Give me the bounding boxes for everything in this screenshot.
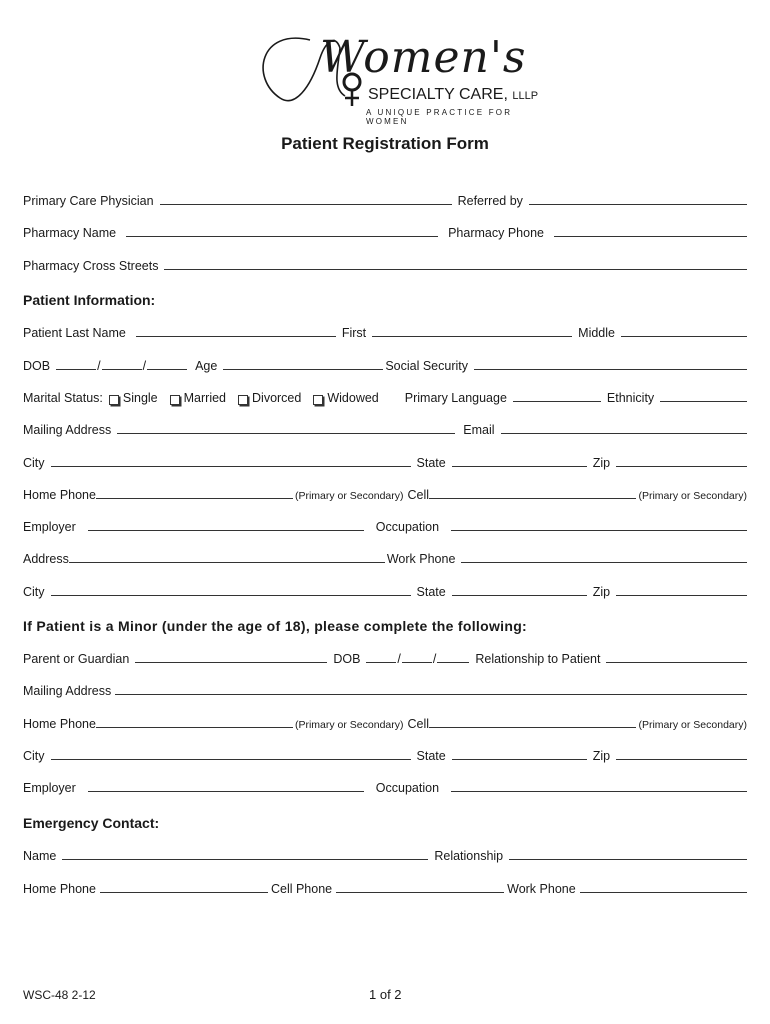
pharmacy-cross-label: Pharmacy Cross Streets bbox=[23, 259, 159, 273]
referred-by-field[interactable] bbox=[529, 190, 747, 205]
minor-cell-note: (Primary or Secondary) bbox=[638, 719, 747, 731]
age-label: Age bbox=[195, 359, 218, 373]
minor-occupation-field[interactable] bbox=[451, 777, 747, 792]
home-phone-note: (Primary or Secondary) bbox=[294, 490, 404, 502]
home-phone-label: Home Phone bbox=[23, 488, 96, 502]
row-patient-name bbox=[23, 320, 747, 340]
minor-heading: If Patient is a Minor (under the age of 18), please complete the following: bbox=[23, 618, 528, 634]
minor-city-label: City bbox=[23, 749, 45, 763]
dob-slash: / bbox=[142, 359, 147, 373]
minor-dob-label: DOB bbox=[333, 652, 361, 666]
emergency-home-phone-label: Home Phone bbox=[23, 882, 96, 896]
minor-state-label: State bbox=[416, 749, 446, 763]
minor-mailing-field[interactable] bbox=[115, 680, 747, 695]
home-phone-field[interactable] bbox=[96, 484, 293, 499]
divorced-checkbox[interactable] bbox=[238, 395, 248, 405]
zip-2-label: Zip bbox=[592, 585, 611, 599]
mailing-address-field[interactable] bbox=[117, 419, 455, 434]
state-2-field[interactable] bbox=[452, 581, 587, 596]
first-name-label: First bbox=[341, 326, 367, 340]
emergency-name-field[interactable] bbox=[62, 845, 428, 860]
cell-field[interactable] bbox=[429, 484, 636, 499]
minor-mailing-label: Mailing Address bbox=[23, 684, 112, 698]
city-2-label: City bbox=[23, 585, 45, 599]
married-label: Married bbox=[183, 391, 227, 405]
cell-note: (Primary or Secondary) bbox=[638, 490, 747, 502]
row-minor-city bbox=[23, 743, 747, 763]
address-label: Address bbox=[23, 552, 69, 566]
emergency-name-label: Name bbox=[23, 849, 57, 863]
form-code: WSC-48 2-12 bbox=[23, 988, 96, 1002]
row-mailing bbox=[23, 417, 747, 437]
occupation-label: Occupation bbox=[375, 520, 440, 534]
work-phone-field[interactable] bbox=[461, 548, 747, 563]
minor-dob-year-field[interactable] bbox=[437, 648, 469, 663]
minor-dob-month-field[interactable] bbox=[366, 648, 396, 663]
row-pharmacy bbox=[23, 220, 747, 240]
row-marital bbox=[23, 385, 747, 405]
dob-month-field[interactable] bbox=[56, 355, 96, 370]
row-minor-home-phone bbox=[23, 711, 747, 731]
last-name-label: Patient Last Name bbox=[23, 326, 126, 340]
pharmacy-name-label: Pharmacy Name bbox=[23, 226, 117, 240]
zip-2-field[interactable] bbox=[616, 581, 747, 596]
practice-logo bbox=[240, 18, 540, 126]
occupation-field[interactable] bbox=[451, 516, 747, 531]
primary-care-field[interactable] bbox=[160, 190, 452, 205]
minor-employer-label: Employer bbox=[23, 781, 76, 795]
employer-label: Employer bbox=[23, 520, 76, 534]
row-city bbox=[23, 450, 747, 470]
relationship-label: Relationship to Patient bbox=[475, 652, 601, 666]
minor-home-phone-label: Home Phone bbox=[23, 717, 96, 731]
row-employer bbox=[23, 514, 747, 534]
row-pharmacy-cross bbox=[23, 253, 747, 273]
marital-status-label: Marital Status: bbox=[23, 391, 103, 405]
minor-cell-label: Cell bbox=[407, 717, 430, 731]
row-emergency-name bbox=[23, 843, 747, 863]
work-phone-label: Work Phone bbox=[386, 552, 456, 566]
first-name-field[interactable] bbox=[372, 322, 572, 337]
minor-home-phone-field[interactable] bbox=[96, 713, 293, 728]
age-field[interactable] bbox=[223, 355, 383, 370]
minor-zip-field[interactable] bbox=[616, 745, 747, 760]
employer-field[interactable] bbox=[88, 516, 364, 531]
row-dob bbox=[23, 353, 747, 373]
divorced-label: Divorced bbox=[252, 391, 302, 405]
primary-language-label: Primary Language bbox=[404, 391, 507, 405]
cell-label: Cell bbox=[407, 488, 430, 502]
minor-home-phone-note: (Primary or Secondary) bbox=[294, 719, 404, 731]
emergency-cell-phone-label: Cell Phone bbox=[270, 882, 333, 896]
row-emergency-phones bbox=[23, 876, 747, 896]
single-label: Single bbox=[122, 391, 158, 405]
city-2-field[interactable] bbox=[51, 581, 411, 596]
emergency-work-phone-field[interactable] bbox=[580, 878, 747, 893]
widowed-checkbox[interactable] bbox=[313, 395, 323, 405]
state-2-label: State bbox=[416, 585, 446, 599]
minor-dob-slash: / bbox=[397, 652, 401, 666]
logo-tagline: A UNIQUE PRACTICE FOR WOMEN bbox=[366, 108, 513, 126]
widowed-label: Widowed bbox=[327, 391, 379, 405]
relationship-field[interactable] bbox=[606, 648, 747, 663]
pharmacy-phone-label: Pharmacy Phone bbox=[448, 226, 544, 240]
minor-employer-field[interactable] bbox=[88, 777, 364, 792]
pharmacy-name-field[interactable] bbox=[126, 222, 438, 237]
pharmacy-cross-field[interactable] bbox=[164, 255, 747, 270]
pharmacy-phone-field[interactable] bbox=[554, 222, 747, 237]
emergency-relationship-field[interactable] bbox=[509, 845, 747, 860]
last-name-field[interactable] bbox=[136, 322, 336, 337]
page-number: 1 of 2 bbox=[369, 987, 402, 1002]
single-checkbox[interactable] bbox=[109, 395, 119, 405]
primary-language-field[interactable] bbox=[513, 387, 601, 402]
row-primary-care bbox=[23, 188, 747, 208]
minor-city-field[interactable] bbox=[51, 745, 411, 760]
state-field[interactable] bbox=[452, 452, 587, 467]
ethnicity-label: Ethnicity bbox=[606, 391, 655, 405]
emergency-heading: Emergency Contact: bbox=[23, 815, 160, 831]
minor-dob-day-field[interactable] bbox=[402, 648, 432, 663]
ssn-label: Social Security bbox=[385, 359, 468, 373]
emergency-relationship-label: Relationship bbox=[434, 849, 504, 863]
form-title: Patient Registration Form bbox=[281, 134, 489, 153]
zip-label: Zip bbox=[592, 456, 611, 470]
row-minor-employer bbox=[23, 775, 747, 795]
mailing-address-label: Mailing Address bbox=[23, 423, 112, 437]
patient-info-heading: Patient Information: bbox=[23, 292, 156, 308]
parent-field[interactable] bbox=[135, 648, 327, 663]
minor-state-field[interactable] bbox=[452, 745, 587, 760]
minor-cell-field[interactable] bbox=[429, 713, 636, 728]
city-label: City bbox=[23, 456, 45, 470]
dob-slash: / bbox=[97, 359, 101, 373]
middle-name-label: Middle bbox=[578, 326, 615, 340]
dob-year-field[interactable] bbox=[147, 355, 187, 370]
city-field[interactable] bbox=[51, 452, 411, 467]
email-field[interactable] bbox=[501, 419, 747, 434]
referred-by-label: Referred by bbox=[457, 194, 523, 208]
parent-label: Parent or Guardian bbox=[23, 652, 130, 666]
minor-dob-slash: / bbox=[432, 652, 437, 666]
emergency-home-phone-field[interactable] bbox=[100, 878, 268, 893]
dob-label: DOB bbox=[23, 359, 51, 373]
primary-care-label: Primary Care Physician bbox=[23, 194, 154, 208]
zip-field[interactable] bbox=[616, 452, 747, 467]
minor-zip-label: Zip bbox=[592, 749, 611, 763]
state-label: State bbox=[416, 456, 446, 470]
ethnicity-field[interactable] bbox=[660, 387, 747, 402]
married-checkbox[interactable] bbox=[170, 395, 180, 405]
middle-name-field[interactable] bbox=[621, 322, 747, 337]
row-city-2 bbox=[23, 579, 747, 599]
row-parent bbox=[23, 646, 747, 666]
logo-script-text: Women's bbox=[320, 32, 527, 83]
row-home-phone bbox=[23, 482, 747, 502]
emergency-cell-phone-field[interactable] bbox=[336, 878, 504, 893]
address-field[interactable] bbox=[69, 548, 385, 563]
dob-day-field[interactable] bbox=[102, 355, 142, 370]
minor-occupation-label: Occupation bbox=[375, 781, 440, 795]
row-minor-mailing bbox=[23, 678, 747, 698]
email-label: Email bbox=[463, 423, 495, 437]
row-address bbox=[23, 546, 747, 566]
ssn-field[interactable] bbox=[474, 355, 747, 370]
emergency-work-phone-label: Work Phone bbox=[507, 882, 576, 896]
logo-specialty-text: SPECIALTY CARE, LLLP bbox=[368, 86, 539, 103]
